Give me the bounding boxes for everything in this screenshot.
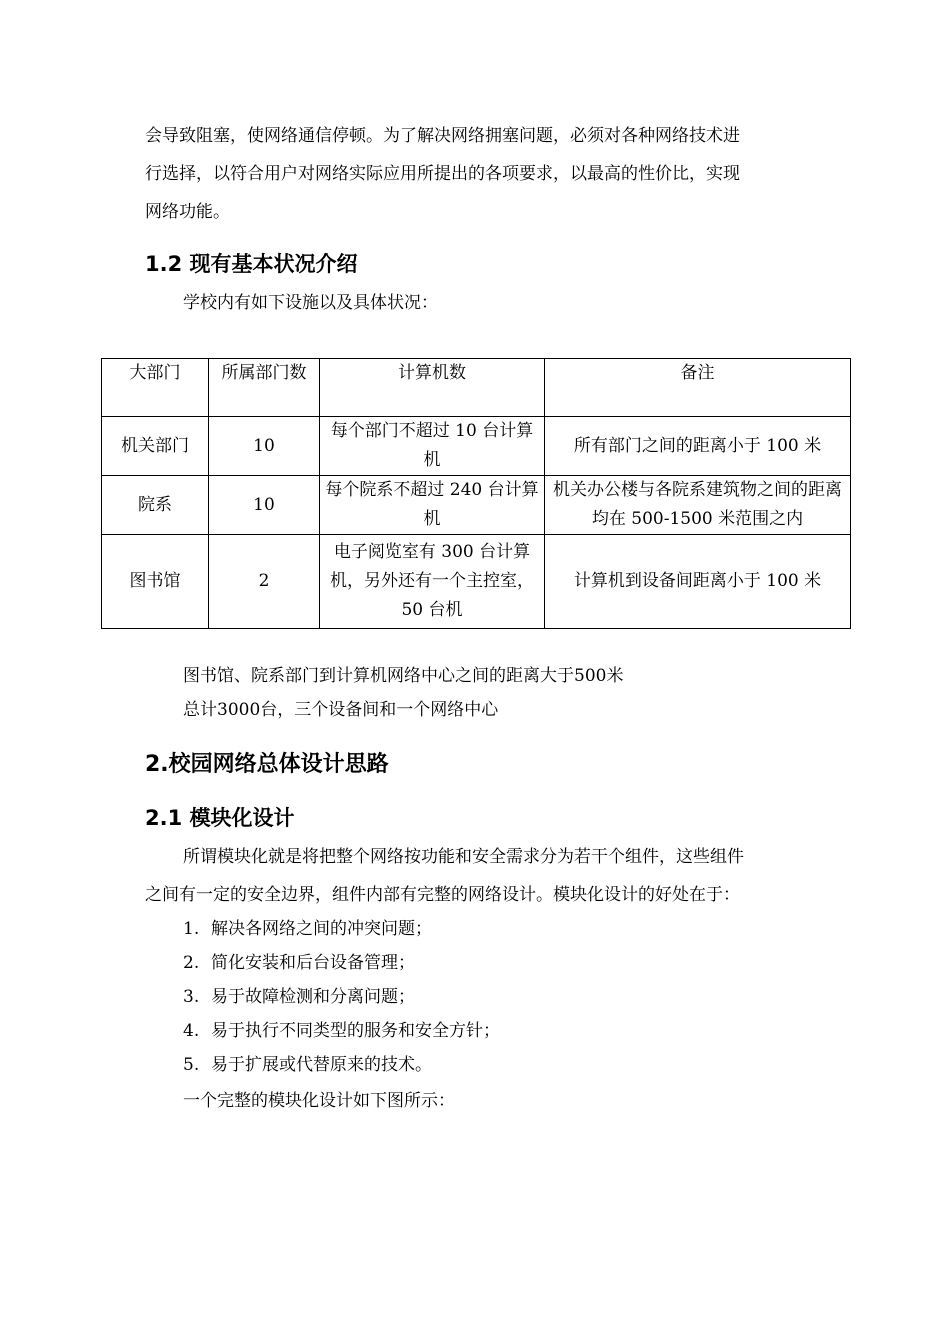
table-row xyxy=(102,476,851,535)
list-item xyxy=(183,951,415,975)
section-1-2-heading: 1.2 现有基本状况介绍 xyxy=(145,252,358,276)
computers-cell: 每个部门不超过 10 台计算机 xyxy=(320,417,545,476)
count-cell: 10 xyxy=(209,476,320,535)
section-2-heading: 2.校园网络总体设计思路 xyxy=(145,752,389,777)
facilities-table xyxy=(101,358,851,629)
list-text: 易于执行不同类型的服务和安全方针； xyxy=(211,1021,500,1041)
list-number: 5. xyxy=(183,1055,200,1075)
header-cell: 备注 xyxy=(545,359,851,417)
list-item xyxy=(183,1053,432,1077)
note-cell: 机关办公楼与各院系建筑物之间的距离均在 500-1500 米范围之内 xyxy=(545,476,851,535)
dept-cell: 院系 xyxy=(102,476,209,535)
dept-cell: 图书馆 xyxy=(102,535,209,629)
list-text: 解决各网络之间的冲突问题； xyxy=(211,919,432,939)
list-number: 1. xyxy=(183,919,200,939)
dept-cell: 机关部门 xyxy=(102,417,209,476)
modular-paragraph xyxy=(145,838,815,914)
intro-paragraph xyxy=(145,117,815,231)
note-cell: 计算机到设备间距离小于 100 米 xyxy=(545,535,851,629)
distance-note: 图书馆、院系部门到计算机网络中心之间的距离大于500米 xyxy=(183,666,624,686)
modular-line: 所谓模块化就是将把整个网络按功能和安全需求分为若干个组件，这些组件 xyxy=(183,847,744,867)
list-item xyxy=(183,1019,500,1043)
count-cell: 10 xyxy=(209,417,320,476)
list-item xyxy=(183,917,432,941)
note-cell: 所有部门之间的距离小于 100 米 xyxy=(545,417,851,476)
list-number: 2. xyxy=(183,953,200,973)
section-1-2-lead: 学校内有如下设施以及具体状况： xyxy=(183,293,438,313)
intro-line: 会导致阻塞，使网络通信停顿。为了解决网络拥塞问题，必须对各种网络技术进 xyxy=(145,126,740,146)
intro-line: 行选择，以符合用户对网络实际应用所提出的各项要求，以最高的性价比，实现 xyxy=(145,164,740,184)
list-item xyxy=(183,985,415,1009)
header-cell: 计算机数 xyxy=(320,359,545,417)
computers-cell: 电子阅览室有 300 台计算机，另外还有一个主控室，50 台机 xyxy=(320,535,545,629)
header-cell: 所属部门数 xyxy=(209,359,320,417)
computers-cell: 每个院系不超过 240 台计算机 xyxy=(320,476,545,535)
count-cell: 2 xyxy=(209,535,320,629)
list-text: 简化安装和后台设备管理； xyxy=(211,953,415,973)
modular-line: 之间有一定的安全边界，组件内部有完整的网络设计。模块化设计的好处在于： xyxy=(145,885,740,905)
list-text: 易于扩展或代替原来的技术。 xyxy=(211,1055,432,1075)
section-2-1-heading: 2.1 模块化设计 xyxy=(145,806,295,830)
intro-line: 网络功能。 xyxy=(145,202,230,222)
list-number: 4. xyxy=(183,1021,200,1041)
header-cell: 大部门 xyxy=(102,359,209,417)
table-header-row xyxy=(102,359,851,417)
list-text: 易于故障检测和分离问题； xyxy=(211,987,415,1007)
list-number: 3. xyxy=(183,987,200,1007)
figure-intro: 一个完整的模块化设计如下图所示： xyxy=(183,1091,455,1111)
table-row xyxy=(102,535,851,629)
total-note: 总计3000台，三个设备间和一个网络中心 xyxy=(183,700,499,720)
table-row xyxy=(102,417,851,476)
